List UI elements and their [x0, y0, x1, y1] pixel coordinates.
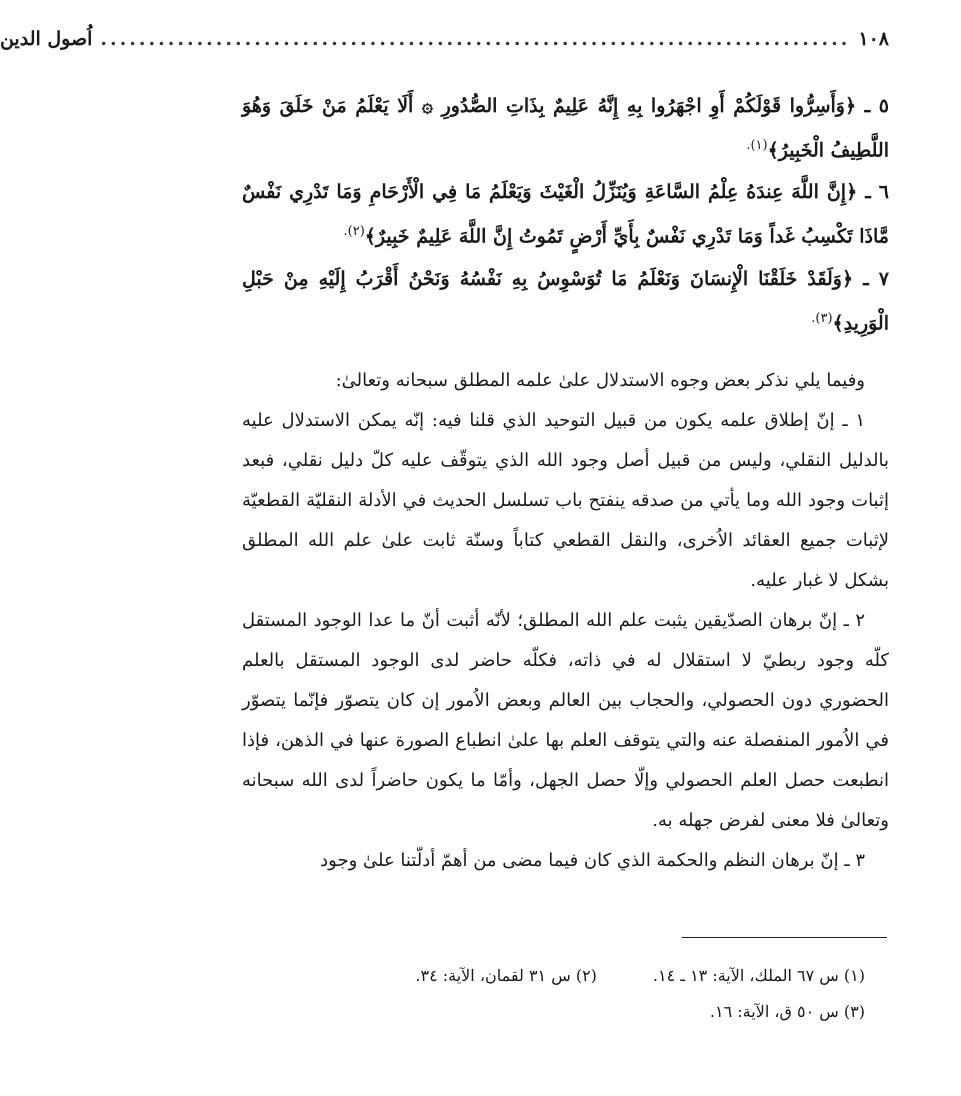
page-number: ١٠٨	[858, 28, 889, 50]
point-3-paragraph: ٣ ـ إنّ برهان النظم والحكمة الذي كان فيما مضى من أهمّ أدلّتنا علىٰ وجود	[320, 849, 865, 871]
point-1-paragraph: ١ ـ إنّ إطلاق علمه يكون من قبيل التوحيد الذي قلنا فيه: إنّه يمكن الاستدلال عليه بالدليل النقلي، وليس من قبيل أصل وجود الله الذي يتوقّف عليه كلّ دليل نقلي، فبعد إثبات وجود الله وما يأتي من صدقه ينفتح باب تسلسل الحديث في الأدلة النقليّة القطعيّة لإثبات جميع العقائد الاُخرى، والنقل القطعي كتاباً وسنّة ثابت علىٰ علم الله المطلق بشكل لا غبار عليه.	[242, 409, 889, 591]
footnote-row	[286, 994, 865, 1030]
footnote-ref: (٢).	[343, 224, 365, 240]
running-title: اُصول الدين	[0, 28, 93, 50]
verse-6	[242, 172, 889, 256]
footnote-ref: (١).	[746, 138, 768, 153]
intro-paragraph: وفيما يلي نذكر بعض وجوه الاستدلال علىٰ علمه المطلق سبحانه وتعالىٰ:	[335, 369, 865, 391]
footnote-1: (١) س ٦٧ الملك، الآية: ١٣ ـ ١٤.	[652, 966, 865, 985]
footnote-2: (٢) س ٣١ لقمان، الآية: ٣٤.	[415, 966, 597, 985]
verse-text: ٦ ـ ﴿إِنَّ اللَّهَ عِندَهُ عِلْمُ السَّاعَةِ وَيُنَزِّلُ الْغَيْثَ وَيَعْلَمُ مَا فِي الْأَرْحَامِ وَمَا تَدْرِي نَفْسٌ مَّاذَا تَكْسِبُ غَداً وَمَا تَدْرِي نَفْسٌ بِأَيِّ أَرْضٍ تَمُوتُ إِنَّ اللَّهَ عَلِيمٌ خَبِيرٌ﴾	[242, 181, 890, 248]
footnote-ref: (٣).	[811, 310, 833, 326]
footnote-divider	[682, 937, 887, 938]
verse-7	[242, 259, 889, 343]
footnote-row	[286, 958, 865, 994]
page-header	[0, 28, 889, 68]
point-2-paragraph: ٢ ـ إنّ برهان الصدّيقين يثبت علم الله المطلق؛ لأنّه أثبت أنّ ما عدا الوجود المستقل كلّه وجود ربطيّ لا استقلال له في ذاته، فكلّه حاضر لدى الوجود المستقل بالعلم الحضوري دون الحصولي، والحجاب بين العالم وبعض الاُمور إن كان يتصوّر فإنّما يتصوّر في الاُمور المنفصلة عنه والتي يتوقف العلم بها علىٰ انطباع الصورة عنها في الذهن، فإذا انطبعت حصل العلم الحصولي وإلّا حصل الجهل، وأمّا ما يكون حاضراً لدى الله سبحانه وتعالىٰ فلا معنى لفرض جهله به.	[242, 609, 889, 831]
footnotes	[286, 958, 865, 1030]
verse-text: ٥ ـ ﴿وَأَسِرُّوا قَوْلَكُمْ أَوِ اجْهَرُوا بِهِ إِنَّهُ عَلِيمٌ بِذَاتِ الصُّدُورِ ۞ أَلَا يَعْلَمُ مَنْ خَلَقَ وَهُوَ اللَّطِيفُ الْخَبِيرُ﴾	[242, 95, 889, 162]
verse-5	[242, 86, 889, 170]
footnote-3: (٣) س ٥٠ ق، الآية: ١٦.	[709, 1002, 865, 1021]
verse-text: ٧ ـ ﴿وَلَقَدْ خَلَقْنَا الْإِنسَانَ وَنَعْلَمُ مَا تُوَسْوِسُ بِهِ نَفْسُهُ وَنَحْنُ أَقْرَبُ إِلَيْهِ مِنْ حَبْلِ الْوَرِيدِ﴾	[242, 267, 889, 334]
verses-block	[242, 86, 889, 343]
header-dot-leader: ..............................................................................	[100, 28, 851, 50]
